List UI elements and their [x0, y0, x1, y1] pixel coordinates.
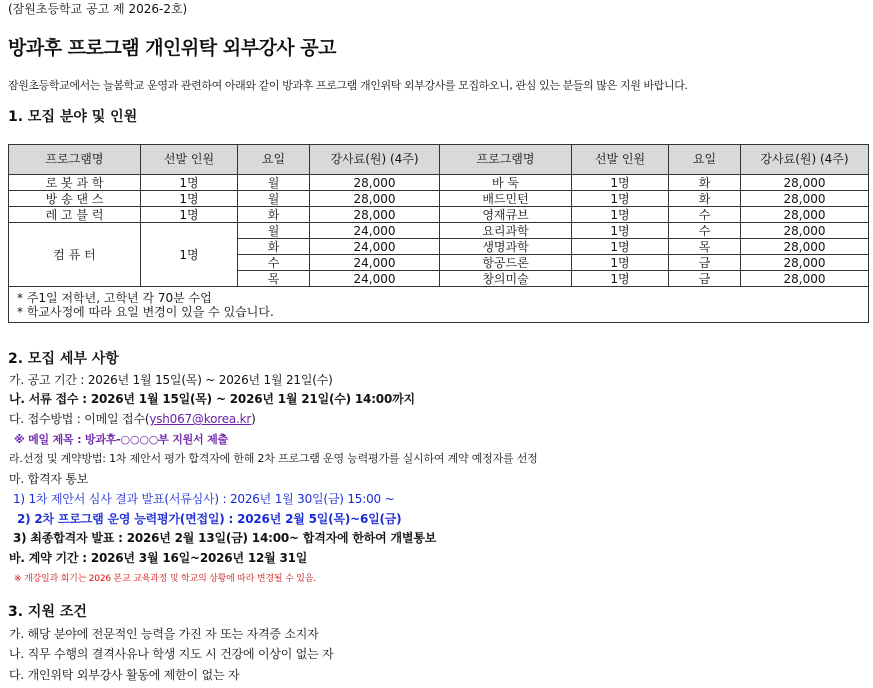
program-day: 수: [669, 223, 741, 239]
program-day: 월: [238, 175, 310, 191]
note-line: * 학교사정에 따라 요일 변경이 있을 수 있습니다.: [17, 304, 274, 319]
selection-method: 라.선정 및 계약방법: 1차 제안서 평가 합격자에 한해 2차 프로그램 운영 능력평가를 실시하여 계약 예정자를 선정: [9, 452, 538, 465]
header-count: 선발 인원: [141, 145, 238, 175]
condition-item: 가. 해당 분야에 전문적인 능력을 가진 자 또는 자격증 소지자: [9, 627, 319, 641]
program-fee: 24,000: [310, 255, 440, 271]
program-fee: 28,000: [310, 175, 440, 191]
table-header-row: [9, 145, 869, 175]
announce-period: 가. 공고 기간 : 2026년 1월 15일(목) ~ 2026년 1월 21일(수): [9, 373, 333, 387]
program-count: 1명: [572, 271, 669, 287]
program-name: 요리과학: [440, 223, 572, 239]
result-step-2: 2) 2차 프로그램 운영 능력평가(면접일) : 2026년 2월 5일(목)~6일(금): [17, 512, 402, 526]
program-day: 목: [669, 239, 741, 255]
page-title: 방과후 프로그램 개인위탁 외부강사 공고: [8, 37, 336, 59]
table-row: [9, 223, 869, 239]
program-name: 영재큐브: [440, 207, 572, 223]
program-count: 1명: [572, 191, 669, 207]
table-row: [9, 175, 869, 191]
table-note-row: [9, 287, 869, 323]
email-subject-note: ※ 메일 제목 : 방과후-○○○○부 지원서 제출: [14, 433, 228, 446]
note-line: * 주1일 저학년, 고학년 각 70분 수업: [17, 290, 212, 305]
program-count: 1명: [141, 207, 238, 223]
program-count: 1명: [141, 223, 238, 287]
program-day: 월: [238, 191, 310, 207]
program-day: 화: [669, 175, 741, 191]
program-fee: 24,000: [310, 223, 440, 239]
result-heading: 마. 합격자 통보: [9, 472, 89, 486]
program-count: 1명: [572, 239, 669, 255]
program-fee: 28,000: [310, 191, 440, 207]
schedule-change-note: ※ 개강일과 회기는 2026 본교 교육과정 및 학교의 상황에 따라 변경될 수 있음.: [14, 574, 316, 584]
program-fee: 28,000: [741, 207, 869, 223]
header-program: 프로그램명: [440, 145, 572, 175]
program-name: 생명과학: [440, 239, 572, 255]
header-count: 선발 인원: [572, 145, 669, 175]
program-count: 1명: [572, 207, 669, 223]
header-program: 프로그램명: [9, 145, 141, 175]
table-row: [9, 207, 869, 223]
program-fee: 24,000: [310, 239, 440, 255]
program-name: 컴 퓨 터: [9, 223, 141, 287]
email-link[interactable]: ysh067@korea.kr: [149, 412, 252, 426]
program-name: 로 봇 과 학: [9, 175, 141, 191]
header-fee: 강사료(원) (4주): [310, 145, 440, 175]
header-day: 요일: [238, 145, 310, 175]
program-day: 월: [238, 223, 310, 239]
program-fee: 24,000: [310, 271, 440, 287]
program-fee: 28,000: [741, 239, 869, 255]
program-fee: 28,000: [741, 191, 869, 207]
program-name: 창의미술: [440, 271, 572, 287]
method-suffix: ): [251, 412, 256, 426]
program-fee: 28,000: [741, 223, 869, 239]
header-day: 요일: [669, 145, 741, 175]
program-day: 화: [669, 191, 741, 207]
program-fee: 28,000: [310, 207, 440, 223]
section1-heading: 1. 모집 분야 및 인원: [8, 109, 138, 125]
notice-number: (잠원초등학교 공고 제 2026-2호): [8, 2, 188, 16]
program-fee: 28,000: [741, 271, 869, 287]
program-count: 1명: [572, 175, 669, 191]
recruitment-table: [8, 144, 869, 323]
submit-period: 나. 서류 접수 : 2026년 1월 15일(목) ~ 2026년 1월 21일(수) 14:00까지: [9, 392, 415, 406]
program-count: 1명: [141, 175, 238, 191]
program-name: 바 둑: [440, 175, 572, 191]
method-prefix: 다. 접수방법 : 이메일 접수(: [9, 412, 150, 426]
header-fee: 강사료(원) (4주): [741, 145, 869, 175]
result-step-1: 1) 1차 제안서 심사 결과 발표(서류심사) : 2026년 1월 30일(금) 15:00 ~: [13, 492, 395, 506]
result-step-3: 3) 최종합격자 발표 : 2026년 2월 13일(금) 14:00~ 합격자에 한하여 개별통보: [13, 531, 437, 545]
intro-text: 잠원초등학교에서는 늘봄학교 운영과 관련하여 아래와 같이 방과후 프로그램 개인위탁 외부강사를 모집하오니, 관심 있는 분들의 많은 지원 바랍니다.: [8, 79, 688, 92]
program-day: 금: [669, 255, 741, 271]
program-fee: 28,000: [741, 175, 869, 191]
table-note: [9, 287, 869, 323]
program-day: 화: [238, 207, 310, 223]
condition-item: 다. 개인위탁 외부강사 활동에 제한이 없는 자: [9, 668, 240, 682]
program-day: 수: [238, 255, 310, 271]
section3-heading: 3. 지원 조건: [8, 604, 87, 620]
contract-period: 바. 계약 기간 : 2026년 3월 16일~2026년 12월 31일: [9, 551, 308, 565]
condition-item: 나. 직무 수행의 결격사유나 학생 지도 시 건강에 이상이 없는 자: [9, 647, 334, 661]
program-name: 레 고 블 럭: [9, 207, 141, 223]
program-name: 방 송 댄 스: [9, 191, 141, 207]
program-day: 목: [238, 271, 310, 287]
section2-heading: 2. 모집 세부 사항: [8, 351, 119, 367]
program-day: 화: [238, 239, 310, 255]
program-day: 금: [669, 271, 741, 287]
program-name: 배드민턴: [440, 191, 572, 207]
submit-method: [9, 410, 256, 427]
program-count: 1명: [141, 191, 238, 207]
program-fee: 28,000: [741, 255, 869, 271]
program-day: 수: [669, 207, 741, 223]
table-row: [9, 191, 869, 207]
program-count: 1명: [572, 223, 669, 239]
program-name: 항공드론: [440, 255, 572, 271]
program-count: 1명: [572, 255, 669, 271]
